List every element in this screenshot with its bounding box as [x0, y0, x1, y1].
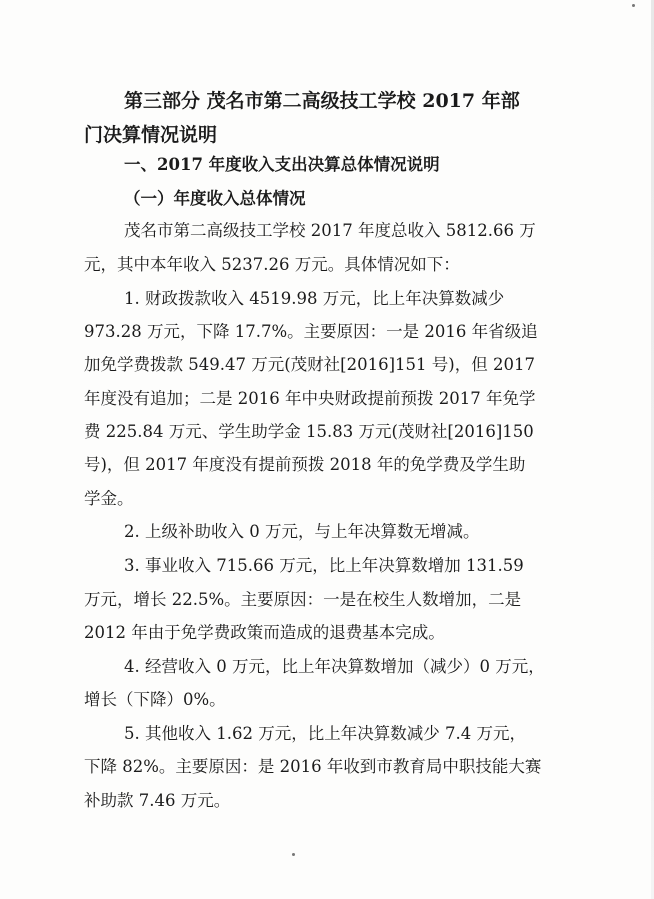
paragraph-line: 茂名市第二高级技工学校 2017 年度总收入 5812.66 万	[124, 221, 536, 240]
scan-speck	[292, 853, 295, 856]
page-title-line-1: 第三部分 茂名市第二高级技工学校 2017 年部	[124, 90, 520, 112]
paragraph-line: 加免学费拨款 549.47 万元(茂财社[2016]151 号)，但 2017	[84, 355, 535, 374]
page-title-line-2: 门决算情况说明	[84, 124, 218, 146]
paragraph-line: 补助款 7.46 万元。	[84, 791, 231, 810]
paragraph-line: 学金。	[84, 489, 134, 508]
paragraph-line: 号)，但 2017 年度没有提前预拨 2018 年的免学费及学生助	[84, 455, 526, 474]
paragraph-line: 增长（下降）0%。	[84, 690, 226, 709]
paragraph-line: 年度没有追加；二是 2016 年中央财政提前预拨 2017 年免学	[84, 389, 536, 408]
paragraph-line: 3. 事业收入 715.66 万元，比上年决算数增加 131.59	[124, 556, 524, 575]
paragraph-line: 973.28 万元，下降 17.7%。主要原因：一是 2016 年省级追	[84, 322, 538, 341]
paragraph-line: 下降 82%。主要原因：是 2016 年收到市教育局中职技能大赛	[84, 757, 542, 776]
paragraph-line: 5. 其他收入 1.62 万元，比上年决算数减少 7.4 万元，	[124, 724, 526, 743]
scan-speck	[632, 4, 635, 7]
paragraph-line: 元，其中本年收入 5237.26 万元。具体情况如下：	[84, 255, 460, 274]
paragraph-line: 万元，增长 22.5%。主要原因：一是在校生人数增加，二是	[84, 590, 522, 609]
subsection-heading: （一）年度收入总体情况	[124, 189, 306, 208]
paragraph-line: 2. 上级补助收入 0 万元，与上年决算数无增减。	[124, 522, 480, 541]
section-heading: 一、2017 年度收入支出决算总体情况说明	[124, 155, 440, 174]
paragraph-line: 4. 经营收入 0 万元，比上年决算数增加（减少）0 万元，	[124, 657, 545, 676]
paragraph-line: 1. 财政拨款收入 4519.98 万元，比上年决算数减少	[124, 289, 505, 308]
paragraph-line: 2012 年由于免学费政策而造成的退费基本完成。	[84, 623, 445, 642]
paragraph-line: 费 225.84 万元、学生助学金 15.83 万元(茂财社[2016]150	[84, 422, 534, 441]
